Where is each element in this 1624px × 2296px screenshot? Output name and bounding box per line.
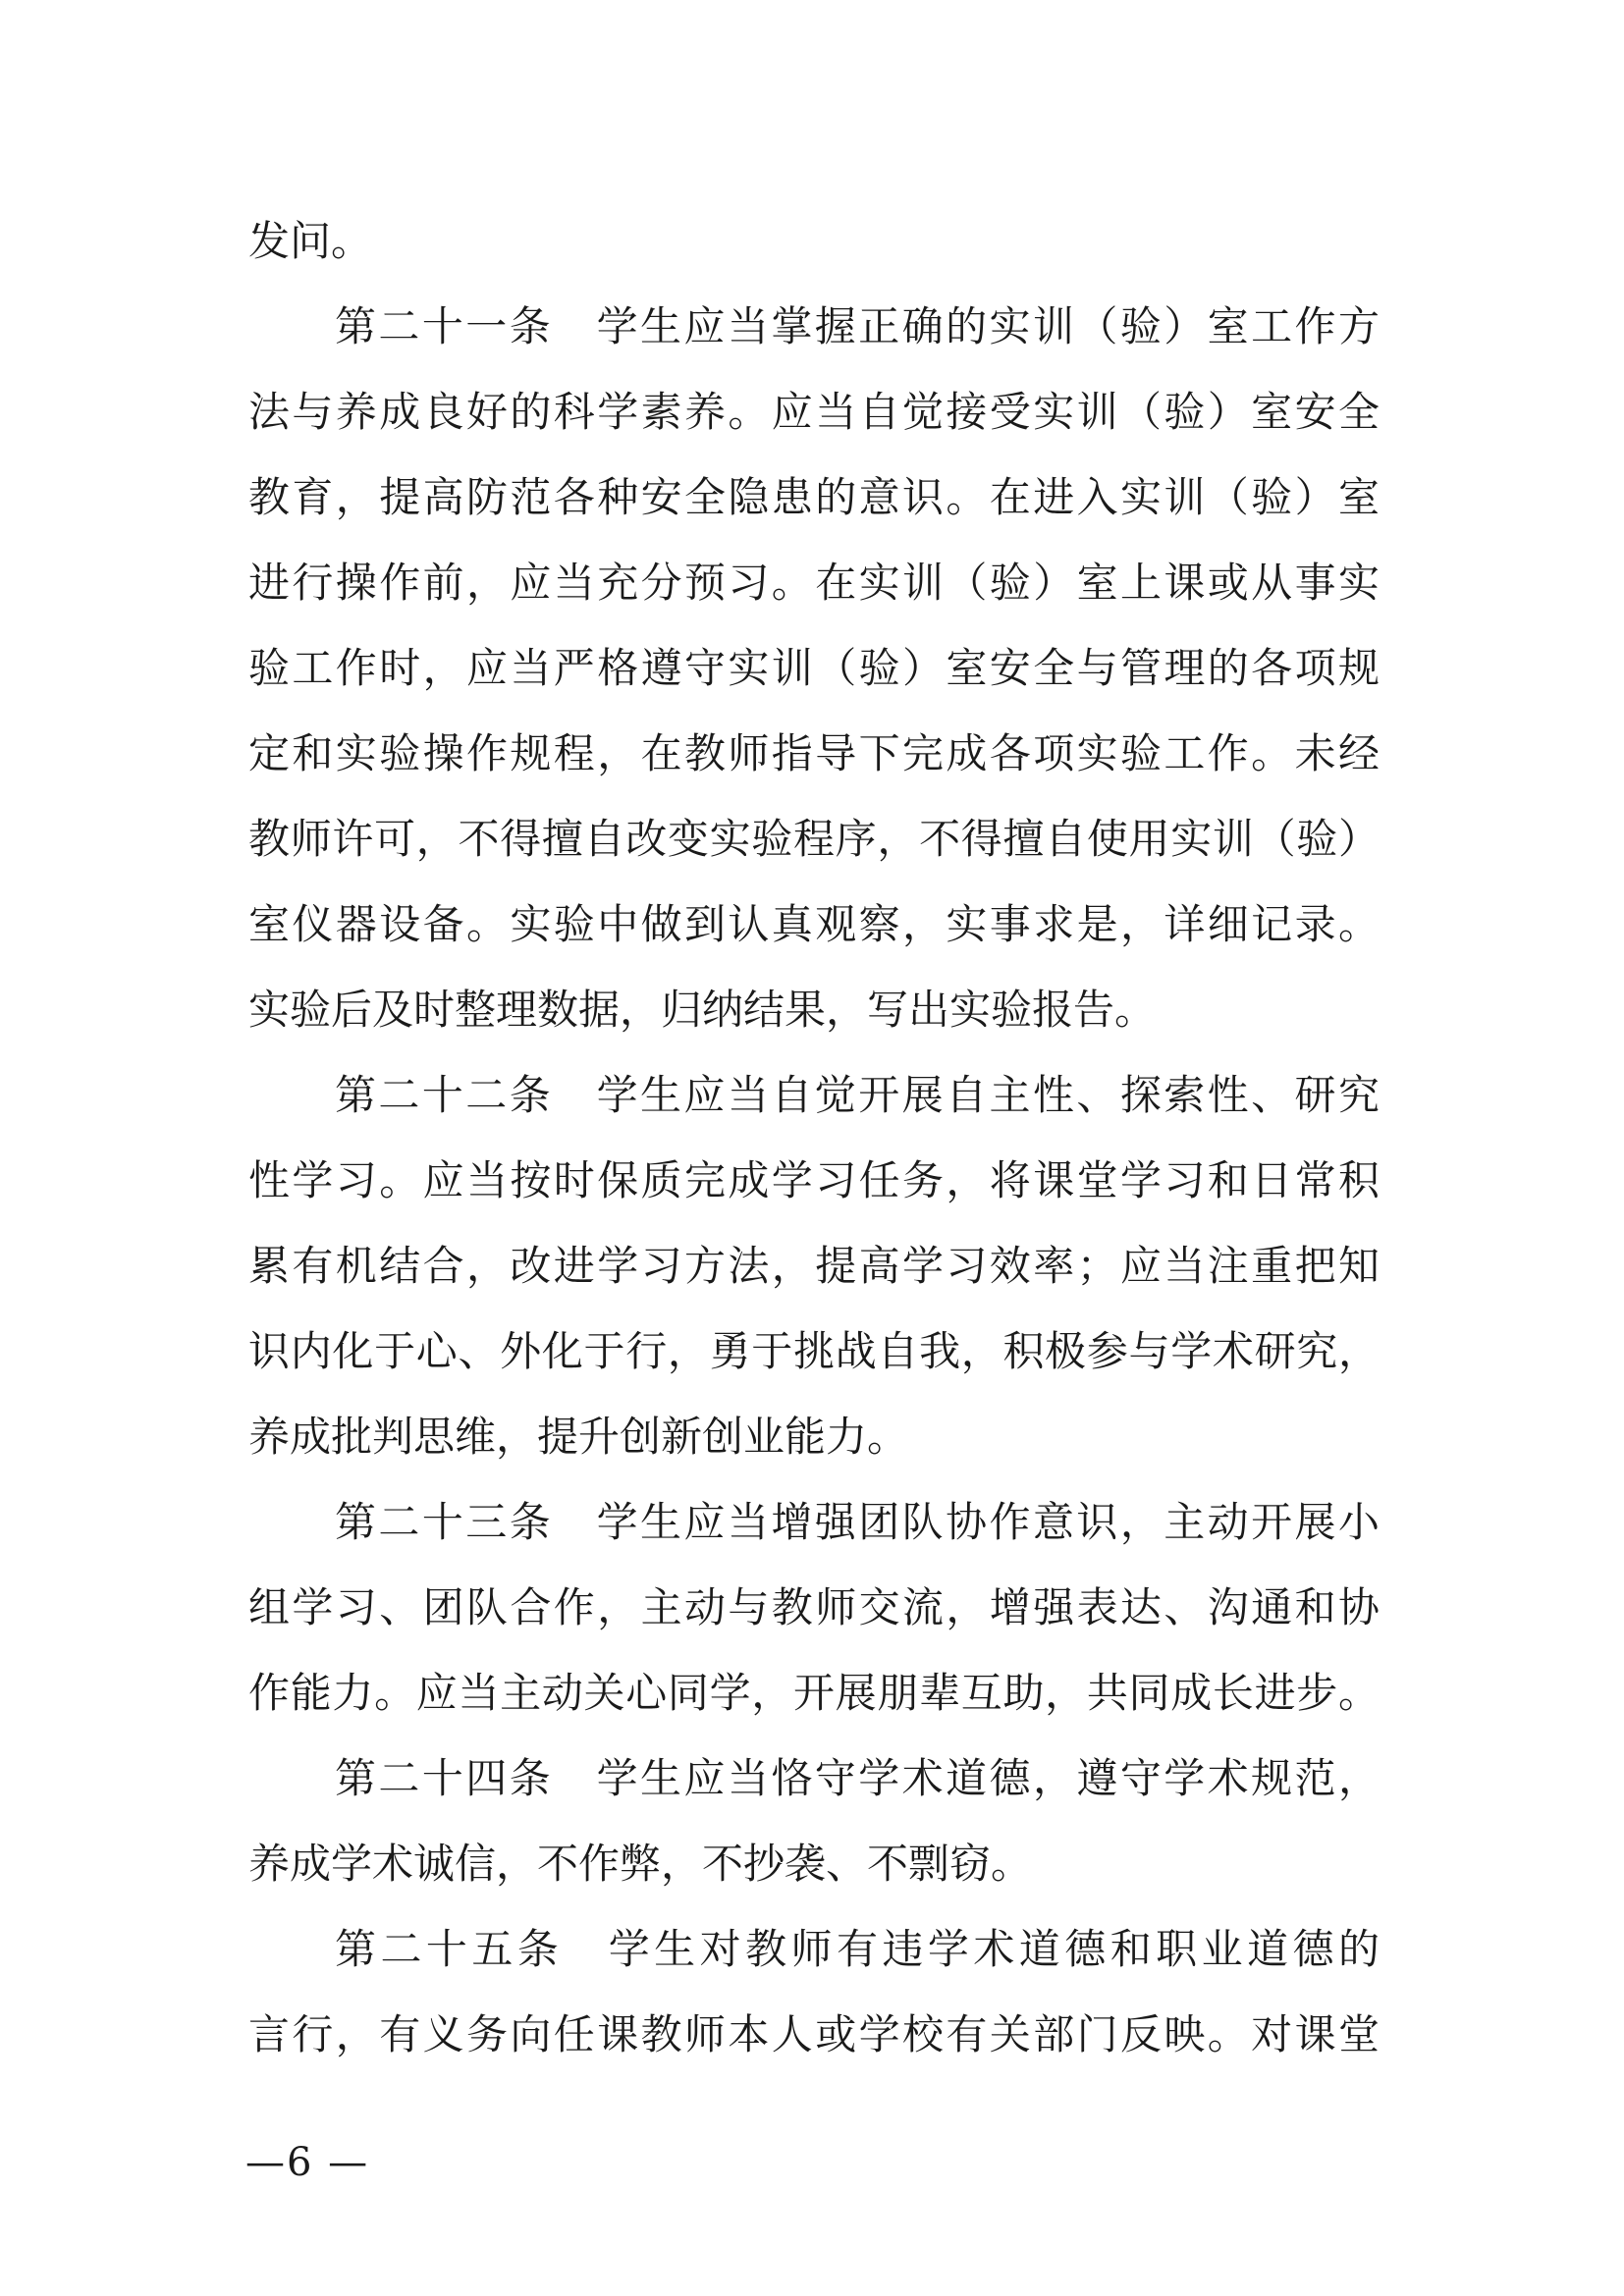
article-heading-line: 第二十三条 学生应当增强团队协作意识，主动开展小 [335,1498,1380,1546]
paragraph-continuation [248,210,1380,295]
text-line: 言行，有义务向任课教师本人或学校有关部门反映。对课堂 [248,2010,1380,2058]
page-number: —6 — [245,2140,370,2185]
paragraph-article-25 [248,1918,1380,2089]
text-line: 进行操作前，应当充分预习。在实训（验）室上课或从事实 [248,559,1380,607]
article-heading-line: 第二十五条 学生对教师有违学术道德和职业道德的 [335,1925,1380,1973]
article-heading-line: 第二十四条 学生应当恪守学术道德，遵守学术规范， [335,1754,1380,1802]
text-line: 定和实验操作规程，在教师指导下完成各项实验工作。未经 [248,729,1380,777]
text-line: 发问。 [248,217,373,265]
text-line: 教师许可，不得擅自改变实验程序，不得擅自使用实训（验） [248,815,1380,863]
article-heading-line: 第二十一条 学生应当掌握正确的实训（验）室工作方 [335,302,1380,350]
text-line: 验工作时，应当严格遵守实训（验）室安全与管理的各项规 [248,644,1380,692]
text-line: 实验后及时整理数据，归纳结果，写出实验报告。 [248,986,1157,1034]
text-line: 识内化于心、外化于行，勇于挑战自我，积极参与学术研究， [248,1327,1380,1375]
text-line: 累有机结合，改进学习方法，提高学习效率；应当注重把知 [248,1242,1380,1290]
text-line: 组学习、团队合作，主动与教师交流，增强表达、沟通和协 [248,1583,1380,1631]
text-line: 养成学术诚信，不作弊，不抄袭、不剽窃。 [248,1840,1033,1888]
document-body [248,210,1380,2089]
text-line: 教育，提高防范各种安全隐患的意识。在进入实训（验）室 [248,473,1380,521]
paragraph-article-21 [248,295,1380,1064]
paragraph-article-22 [248,1064,1380,1491]
text-line: 法与养成良好的科学素养。应当自觉接受实训（验）室安全 [248,388,1380,436]
paragraph-article-23 [248,1491,1380,1747]
text-line: 作能力。应当主动关心同学，开展朋辈互助，共同成长进步。 [248,1669,1380,1717]
article-heading-line: 第二十二条 学生应当自觉开展自主性、探索性、研究 [335,1071,1380,1119]
paragraph-article-24 [248,1747,1380,1918]
text-line: 室仪器设备。实验中做到认真观察，实事求是，详细记录。 [248,900,1380,948]
text-line: 养成批判思维，提升创新创业能力。 [248,1413,909,1461]
text-line: 性学习。应当按时保质完成学习任务，将课堂学习和日常积 [248,1156,1380,1204]
